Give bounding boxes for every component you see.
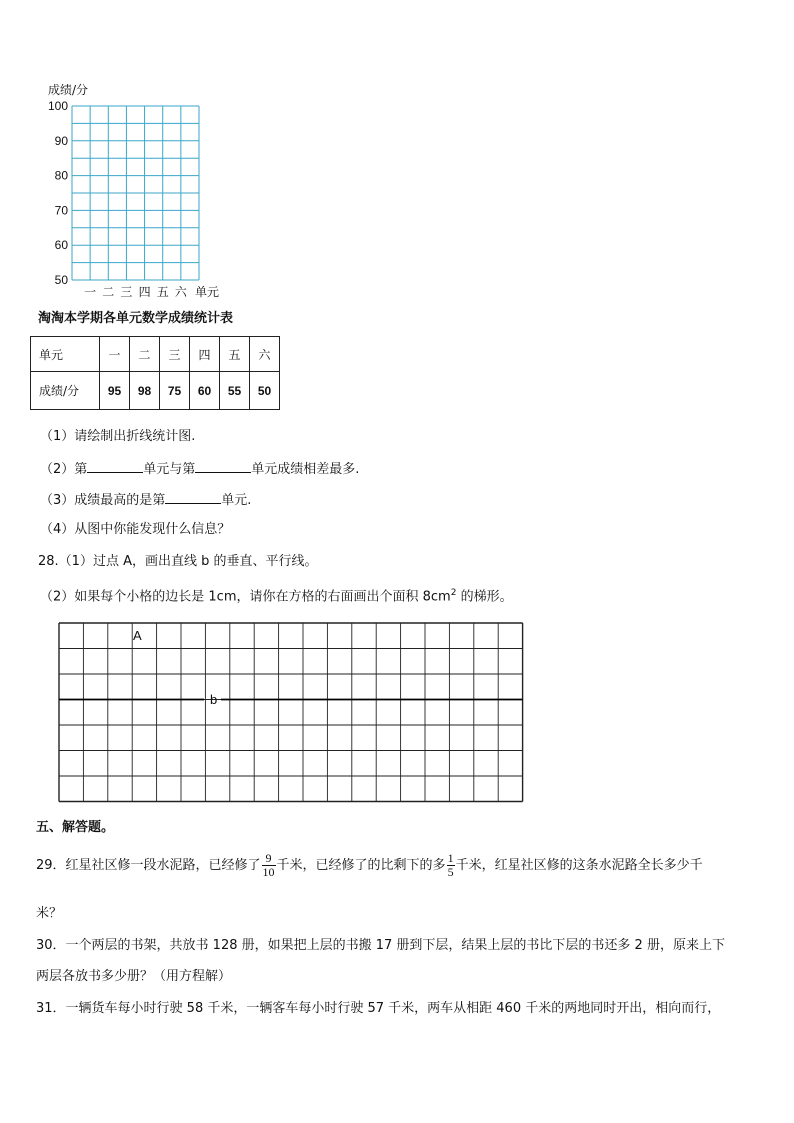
chart-x-ticks: [84, 285, 188, 299]
q29-line1: [36, 850, 703, 882]
y-tick-label: 60: [54, 238, 68, 253]
q27-part2-c: 单元成绩相差最多.: [251, 462, 360, 477]
table-row: [31, 337, 280, 372]
fraction-9-10: [262, 852, 276, 879]
chart-grid-lines: [72, 106, 199, 280]
chart-ylabel: 成绩/分: [48, 83, 89, 97]
q28-part2-sup: 2: [450, 588, 457, 598]
fraction-1-5: [447, 852, 455, 879]
table-cell: 95: [100, 372, 130, 410]
y-tick-label: 100: [47, 99, 68, 113]
table-cell: 75: [160, 372, 190, 410]
x-tick-label: 六: [174, 285, 187, 299]
square-grid-lines: [59, 623, 523, 802]
table-cell: 50: [250, 372, 280, 410]
q30-line1: 30．一个两层的书架，共放书 128 册，如果把上层的书搬 17 册到下层，结果上层的书比下层的书还多 2 册，原来上下: [36, 938, 725, 953]
q29-text-c: 千米，红星社区修的这条水泥路全长多少千: [455, 858, 703, 873]
table-cell: 55: [220, 372, 250, 410]
table-title: 淘淘本学期各单元数学成绩统计表: [38, 311, 234, 326]
table-cell: 六: [250, 337, 280, 372]
x-tick-label: 四: [138, 285, 151, 299]
x-tick-label: 三: [120, 285, 133, 299]
q30-line2: 两层各放书多少册？（用方程解）: [36, 969, 232, 984]
q27-part2: [40, 459, 359, 479]
chart-xunit: 单元: [195, 285, 220, 299]
q27-part3-b: 单元.: [221, 493, 252, 508]
y-tick-label: 90: [54, 133, 68, 148]
table-cell: 四: [190, 337, 220, 372]
answer-blank[interactable]: [165, 490, 221, 504]
y-tick-label: 70: [54, 203, 68, 218]
table-row: [31, 372, 280, 410]
q28-part2-b: 的梯形。: [456, 589, 513, 605]
x-tick-label: 一: [84, 285, 97, 299]
score-table: [30, 336, 280, 410]
table-head-score: 成绩/分: [31, 372, 100, 410]
line-b-label: b: [210, 692, 218, 707]
q27-part3: [40, 490, 251, 510]
table-cell: 60: [190, 372, 220, 410]
point-a-label: A: [133, 628, 142, 643]
q27-part1: （1）请绘制出折线统计图.: [40, 429, 196, 444]
x-tick-label: 五: [156, 285, 169, 299]
table-cell: 五: [220, 337, 250, 372]
q28-part1: 28.（1）过点 A，画出直线 b 的垂直、平行线。: [38, 554, 318, 569]
table-cell: 一: [100, 337, 130, 372]
table-cell: 98: [130, 372, 160, 410]
section-title: 五、解答题。: [36, 820, 115, 835]
q31-line1: 31．一辆货车每小时行驶 58 千米，一辆客车每小时行驶 57 千米，两车从相距 460 千米的两地同时开出，相向而行，: [36, 1001, 721, 1016]
fraction-denominator: 10: [262, 865, 275, 879]
q27-part3-a: （3）成绩最高的是第: [40, 493, 166, 508]
q27-part2-a: （2）第: [40, 462, 88, 477]
fraction-numerator: 9: [262, 852, 276, 866]
table-cell: 三: [160, 337, 190, 372]
q29-text-b: 千米，已经修了的比剩下的多: [276, 858, 446, 873]
fraction-numerator: 1: [447, 851, 454, 865]
answer-blank[interactable]: [87, 459, 143, 473]
table-cell: 二: [130, 337, 160, 372]
fraction-denominator: 5: [447, 865, 454, 879]
q27-part2-b: 单元与第: [143, 462, 196, 477]
line-chart-grid: [40, 78, 230, 300]
square-grid[interactable]: [56, 620, 526, 804]
q28-part2: [40, 584, 513, 606]
y-tick-label: 80: [54, 168, 68, 183]
chart-y-ticks: [48, 99, 68, 287]
q27-part4: （4）从图中你能发现什么信息？: [40, 522, 231, 537]
q29-line2: 米？: [36, 906, 63, 921]
q29-text-a: 29．红星社区修一段水泥路，已经修了: [36, 858, 261, 873]
y-tick-label: 50: [54, 273, 68, 287]
table-head-unit: 单元: [31, 337, 100, 372]
answer-blank[interactable]: [195, 459, 251, 473]
q28-part2-a: （2）如果每个小格的边长是 1cm，请你在方格的右面画出个面积 8cm: [40, 589, 451, 605]
x-tick-label: 二: [102, 285, 115, 299]
